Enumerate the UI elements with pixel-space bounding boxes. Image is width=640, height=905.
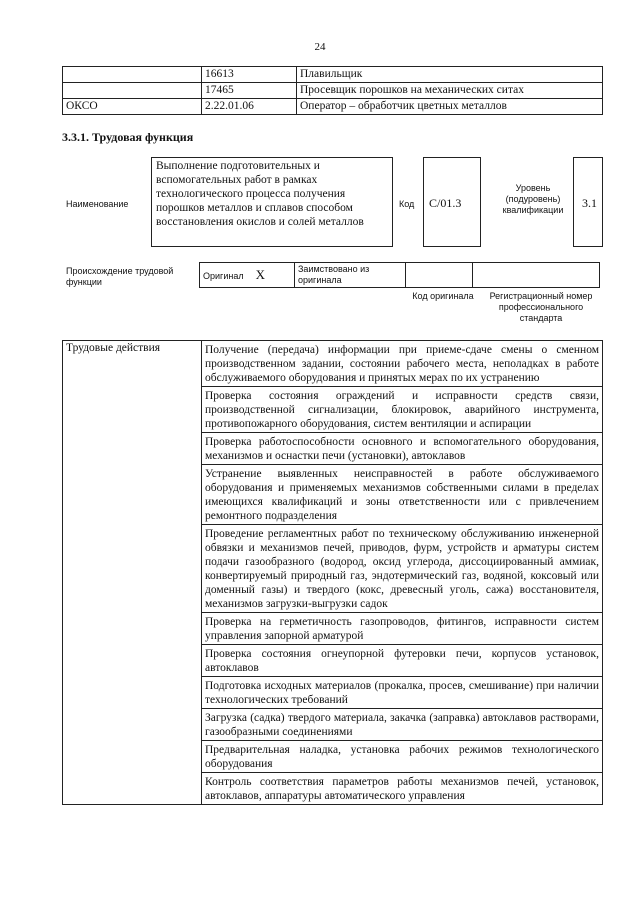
action-item: Устранение выявленных неисправностей в работе обслуживаемого оборудования и применяемых механизмов собственными силами в пределах имеющихся квалификаций и зоны ответственности или с привлечением ремонтного подразделения bbox=[202, 465, 603, 525]
origin-label: Происхождение трудовой функции bbox=[66, 266, 174, 287]
okso-table bbox=[62, 66, 603, 115]
section-heading: 3.3.1. Трудовая функция bbox=[62, 130, 194, 144]
okso-label-cell bbox=[63, 67, 202, 83]
borrowed-label: Заимствовано из оригинала bbox=[295, 263, 406, 288]
action-item: Проверка состояния огнеупорной футеровки печи, корпусов установок, автоклавов bbox=[202, 645, 603, 677]
okso-code-cell: 16613 bbox=[202, 67, 297, 83]
original-label: Оригинал bbox=[203, 271, 244, 281]
page-number: 24 bbox=[314, 41, 326, 53]
table-row bbox=[63, 67, 603, 83]
table-row bbox=[63, 83, 603, 99]
action-item: Подготовка исходных материалов (прокалка, просев, смешивание) при наличии технологических требований bbox=[202, 677, 603, 709]
code-caption: Код оригинала bbox=[412, 291, 474, 301]
action-item: Предварительная наладка, установка рабочих режимов технологического оборудования bbox=[202, 741, 603, 773]
okso-label-cell bbox=[63, 83, 202, 99]
original-mark: X bbox=[255, 267, 265, 282]
action-item: Контроль соответствия параметров работы механизмов печей, установок, автоклавов, аппаратуры автоматического управления bbox=[202, 773, 603, 805]
code-label: Код bbox=[399, 199, 415, 209]
origin-table bbox=[199, 262, 600, 288]
okso-title-cell: Плавильщик bbox=[297, 67, 603, 83]
level-label: Уровень (подуровень) квалификации bbox=[502, 183, 564, 215]
table-row bbox=[63, 99, 603, 115]
action-item: Проведение регламентных работ по техническому обслуживанию инженерной обвязки и механизмов печей, приводов, фурм, устройств и арматуры систем подачи газообразного (водород, оксид углерода, диссоциированный аммиак, конвертируемый природный газ, эндотермический газ, водяной, коксовый или доменный газы) и твердого (кокс, древесный уголь, сажа) восстановителя, механизмов загрузки-выгрузки садок bbox=[202, 525, 603, 613]
action-item: Получение (передача) информации при приеме-сдаче смены о сменном производственном задании, состоянии рабочего места, неполадках в работе обслуживаемого оборудования и принятых мерах по их устранению bbox=[202, 341, 603, 387]
okso-code-cell: 2.22.01.06 bbox=[202, 99, 297, 115]
action-item: Проверка на герметичность газопроводов, фитингов, исправности систем управления запорной арматурой bbox=[202, 613, 603, 645]
okso-title-cell: Просевщик порошков на механических ситах bbox=[297, 83, 603, 99]
function-name-value: Выполнение подготовительных и вспомогательных работ в рамках технологического процесса получения порошков металлов и сплавов способом восстановления окислов и солей металлов bbox=[151, 157, 393, 247]
reg-number-caption: Регистрационный номер профессионального стандарта bbox=[489, 291, 593, 323]
action-item: Проверка состояния ограждений и исправности средств связи, производственной сигнализации, блокировок, аварийного инструмента, противопожарного оборудования, систем вентиляции и аспирации bbox=[202, 387, 603, 433]
table-row bbox=[63, 341, 603, 387]
okso-label-cell: ОКСО bbox=[63, 99, 202, 115]
okso-code-cell: 17465 bbox=[202, 83, 297, 99]
name-label: Наименование bbox=[66, 199, 129, 209]
action-item: Проверка работоспособности основного и вспомогательного оборудования, механизмов и оснастки печи (установки), автоклавов bbox=[202, 433, 603, 465]
origin-code-cell bbox=[406, 263, 473, 288]
labor-actions-table bbox=[62, 340, 603, 805]
okso-title-cell: Оператор – обработчик цветных металлов bbox=[297, 99, 603, 115]
original-cell bbox=[200, 263, 295, 288]
level-value: 3.1 bbox=[573, 157, 603, 247]
action-item: Загрузка (садка) твердого материала, закачка (заправка) автоклавов растворами, газообразными соединениями bbox=[202, 709, 603, 741]
table-row bbox=[200, 263, 600, 288]
actions-header: Трудовые действия bbox=[63, 341, 202, 805]
function-code-value: С/01.3 bbox=[423, 157, 481, 247]
origin-reg-cell bbox=[473, 263, 600, 288]
